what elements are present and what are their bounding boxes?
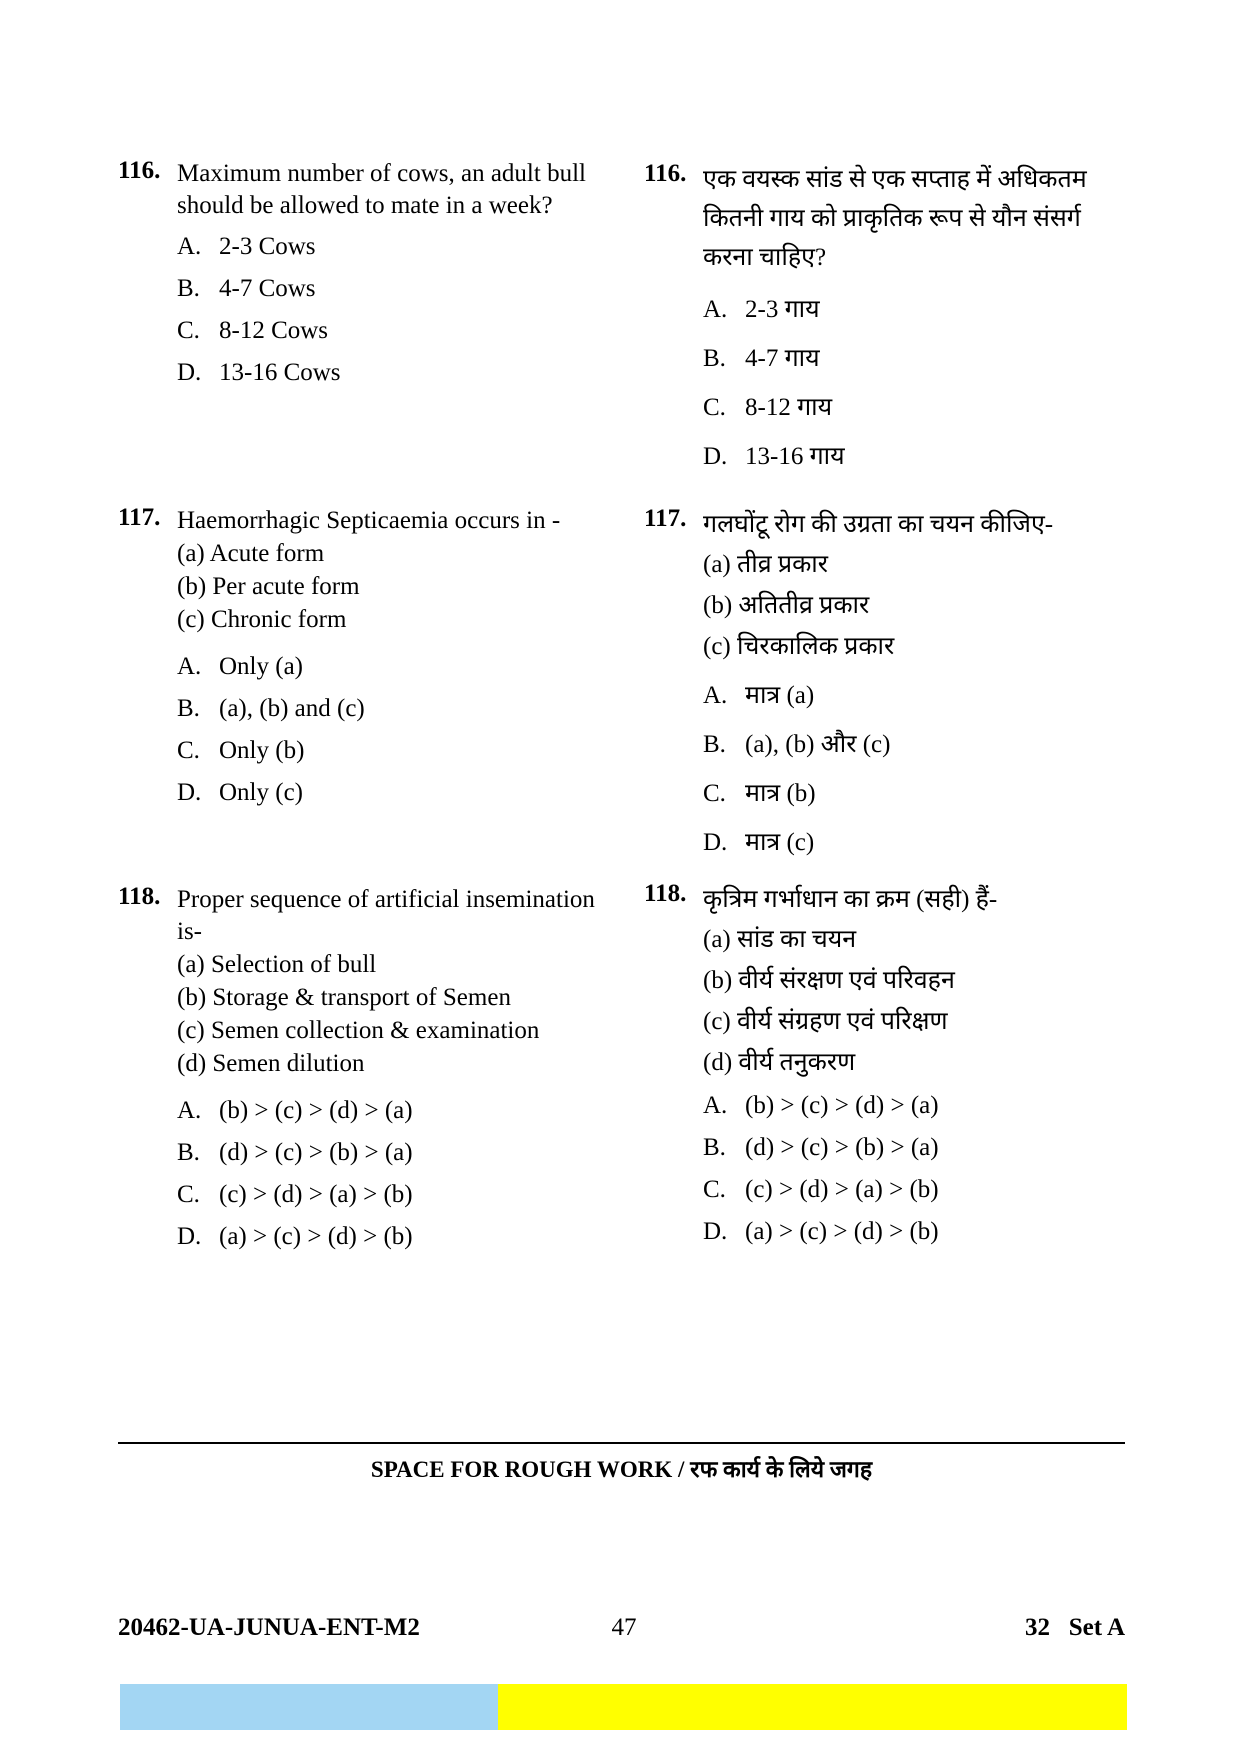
option-d: D. 13-16 Cows: [177, 359, 341, 386]
statement-d: (d) Semen dilution: [177, 1050, 365, 1077]
statements: [644, 544, 1124, 667]
statements: [644, 919, 1124, 1083]
option-c: C. मात्र (b): [703, 780, 816, 807]
rough-work-heading: SPACE FOR ROUGH WORK / रफ कार्य के लिये जगह: [370, 1457, 873, 1482]
question-stem: [644, 505, 1124, 544]
option-a: A. 2-3 Cows: [177, 233, 316, 260]
options: [644, 285, 1124, 481]
options: [644, 1085, 1124, 1253]
question-118-en: [118, 884, 608, 1258]
option-d: D. (a) > (c) > (d) > (b): [177, 1223, 413, 1250]
option-b: B. (d) > (c) > (b) > (a): [703, 1134, 939, 1161]
question-stem: [118, 158, 608, 222]
option-a: A. (b) > (c) > (d) > (a): [703, 1092, 939, 1119]
options: [118, 646, 608, 814]
question-text: गलघोंटू रोग की उग्रता का चयन कीजिए-: [703, 511, 1054, 538]
option-a: A. मात्र (a): [703, 682, 815, 709]
question-number: 116.: [644, 160, 687, 187]
statement-b: (b) अतितीव्र प्रकार: [703, 592, 870, 619]
option-b: B. 4-7 गाय: [703, 345, 820, 372]
statements: [118, 537, 608, 636]
statement-c: (c) चिरकालिक प्रकार: [703, 633, 895, 660]
statement-c: (c) Chronic form: [177, 606, 347, 633]
options: [118, 226, 608, 394]
question-number: 118.: [644, 880, 687, 907]
question-number: 118.: [118, 883, 161, 910]
statement-a: (a) सांड का चयन: [703, 926, 857, 953]
question-116-hi: [644, 160, 1124, 481]
option-c: C. 8-12 Cows: [177, 317, 329, 344]
option-d: D. (a) > (c) > (d) > (b): [703, 1218, 939, 1245]
question-text: Haemorrhagic Septicaemia occurs in -: [177, 507, 561, 534]
option-b: B. (a), (b) and (c): [177, 695, 365, 722]
question-stem: [644, 880, 1124, 919]
question-117-hi: [644, 505, 1124, 867]
option-d: D. 13-16 गाय: [703, 443, 845, 470]
options: [644, 671, 1124, 867]
option-c: C. (c) > (d) > (a) > (b): [177, 1181, 413, 1208]
statement-c: (c) वीर्य संग्रहण एवं परिक्षण: [703, 1008, 948, 1035]
question-117-en: [118, 505, 608, 814]
statement-a: (a) Acute form: [177, 540, 325, 567]
statement-d: (d) वीर्य तनुकरण: [703, 1049, 856, 1076]
option-a: A. Only (a): [177, 653, 303, 680]
color-band-blue: [120, 1684, 498, 1730]
option-d: D. मात्र (c): [703, 829, 815, 856]
question-number: 117.: [118, 504, 161, 531]
set-label: 32 Set A: [1025, 1614, 1125, 1641]
rough-work-divider: [118, 1442, 1125, 1444]
statement-b: (b) Per acute form: [177, 573, 360, 600]
question-stem: [118, 884, 608, 948]
question-number: 117.: [644, 505, 687, 532]
question-text: Proper sequence of artificial insemination is-: [177, 886, 595, 945]
statement-a: (a) तीव्र प्रकार: [703, 551, 828, 578]
question-text: एक वयस्क सांड से एक सप्ताह में अधिकतम कितनी गाय को प्राकृतिक रूप से यौन संसर्ग करना चाहिए?: [703, 166, 1087, 271]
question-116-en: [118, 158, 608, 394]
statements: [118, 948, 608, 1080]
options: [118, 1090, 608, 1258]
question-text: कृत्रिम गर्भाधान का क्रम (सही) हैं-: [703, 886, 998, 913]
option-a: A. (b) > (c) > (d) > (a): [177, 1097, 413, 1124]
option-c: C. Only (b): [177, 737, 305, 764]
statement-c: (c) Semen collection & examination: [177, 1017, 540, 1044]
option-b: B. 4-7 Cows: [177, 275, 316, 302]
option-b: B. (a), (b) और (c): [703, 731, 891, 758]
option-d: D. Only (c): [177, 779, 303, 806]
page-number: 47: [611, 1614, 637, 1641]
question-number: 116.: [118, 157, 161, 184]
option-c: C. 8-12 गाय: [703, 394, 833, 421]
statement-b: (b) Storage & transport of Semen: [177, 984, 511, 1011]
question-text: Maximum number of cows, an adult bull should be allowed to mate in a week?: [177, 160, 586, 219]
statement-b: (b) वीर्य संरक्षण एवं परिवहन: [703, 967, 955, 994]
question-stem: [644, 160, 1124, 277]
paper-code: 20462-UA-JUNUA-ENT-M2: [118, 1614, 420, 1641]
color-band-yellow: [498, 1684, 1127, 1730]
option-b: B. (d) > (c) > (b) > (a): [177, 1139, 413, 1166]
question-stem: [118, 505, 608, 537]
question-118-hi: [644, 880, 1124, 1253]
option-a: A. 2-3 गाय: [703, 296, 820, 323]
statement-a: (a) Selection of bull: [177, 951, 377, 978]
option-c: C. (c) > (d) > (a) > (b): [703, 1176, 939, 1203]
